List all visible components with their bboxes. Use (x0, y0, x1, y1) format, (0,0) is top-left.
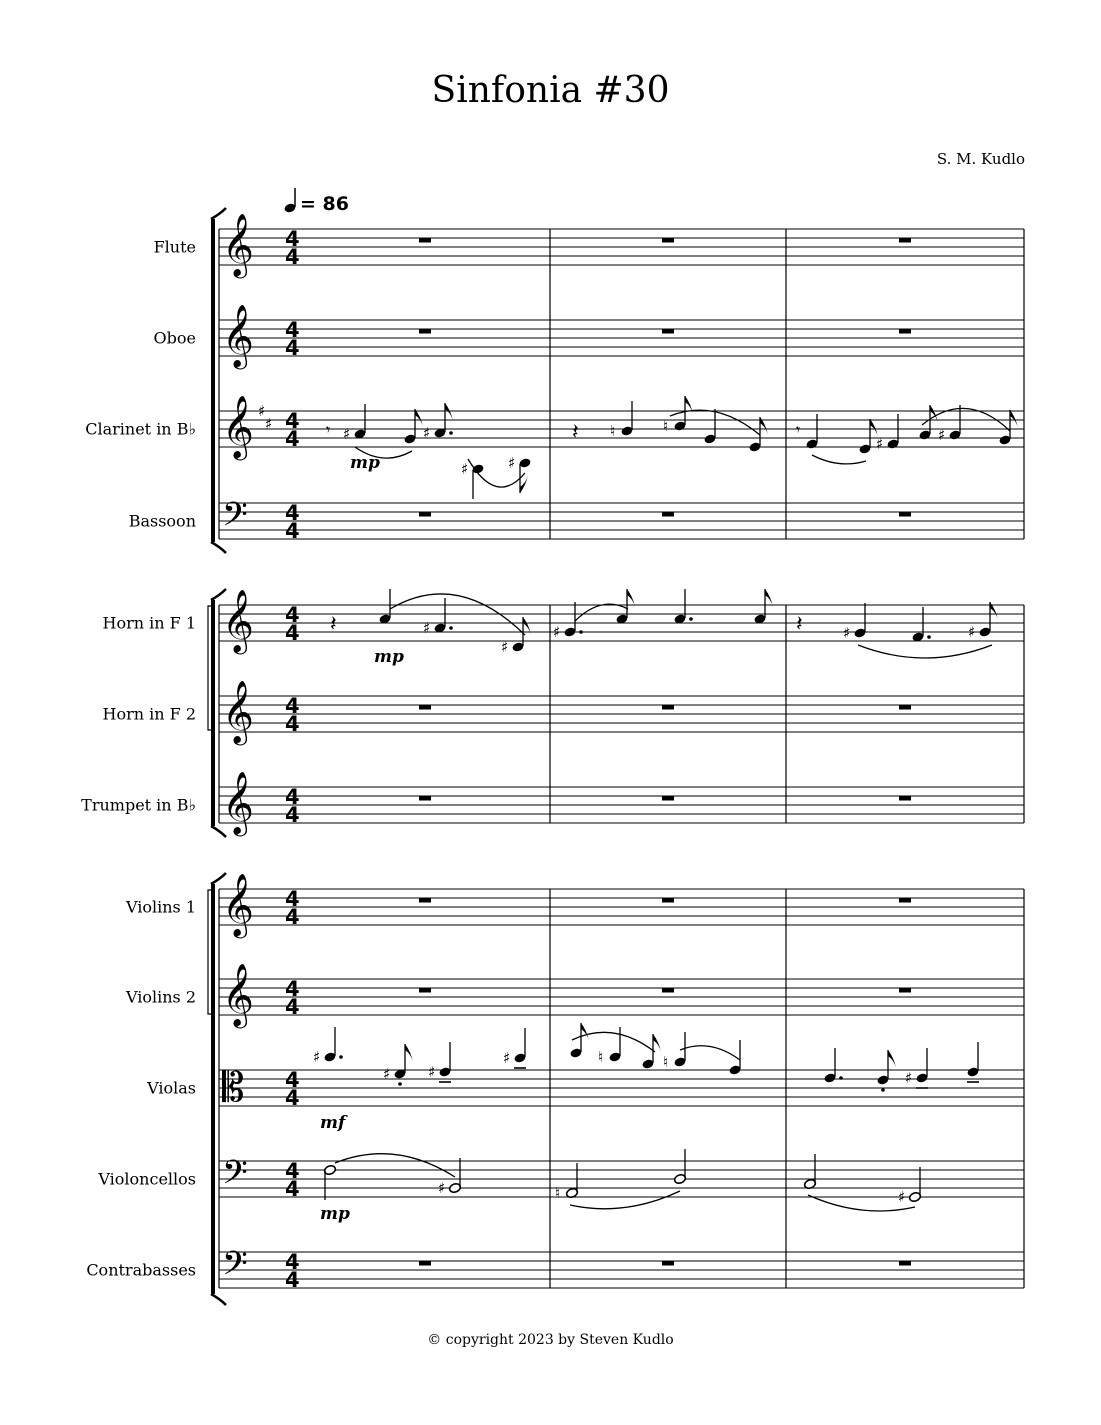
time-signature-top: 4 (285, 1159, 300, 1183)
whole-rest-icon (419, 512, 431, 517)
time-signature-top: 4 (285, 501, 300, 525)
time-signature-bottom: 4 (285, 621, 300, 645)
treble-clef-icon: 𝄞 (222, 873, 254, 936)
treble-clef-icon: 𝄞 (222, 213, 254, 276)
accidental-icon: ♯ (423, 619, 431, 637)
eighth-rest-icon: 𝄾 (796, 420, 801, 439)
accidental-icon: ♯ (508, 454, 516, 472)
instrument-label-clarinet: Clarinet in B♭ (85, 419, 196, 439)
key-sharp-icon: ♯ (258, 402, 266, 420)
time-signature-bottom: 4 (285, 995, 300, 1019)
staff-clarinet (219, 395, 1024, 461)
accidental-icon: ♮ (663, 417, 669, 435)
accidental-icon: ♯ (843, 624, 851, 642)
time-signature-top: 4 (285, 603, 300, 627)
whole-rest-icon (662, 1261, 674, 1266)
time-signature-top: 4 (285, 227, 300, 251)
dynamic-mp-clarinet: mp (350, 453, 380, 473)
time-signature-top: 4 (285, 318, 300, 342)
time-signature-bottom: 4 (285, 905, 300, 929)
whole-rest-icon (899, 796, 911, 801)
whole-rest-icon (662, 705, 674, 710)
treble-clef-icon: 𝄞 (222, 963, 254, 1026)
treble-clef-icon: 𝄞 (222, 589, 254, 652)
whole-rest-icon (899, 1261, 911, 1266)
dynamic-mf-violas: mf (320, 1113, 346, 1133)
time-signature-bottom: 4 (285, 245, 300, 269)
time-signature-top: 4 (285, 887, 300, 911)
whole-rest-icon (899, 898, 911, 903)
dynamic-mp-horn-1: mp (374, 647, 404, 667)
instrument-label-bassoon: Bassoon (128, 511, 196, 531)
time-signature-top: 4 (285, 785, 300, 809)
staff-oboe (219, 304, 1024, 370)
slur (570, 1191, 680, 1209)
instrument-label-contrabasses: Contrabasses (86, 1260, 196, 1280)
whole-rest-icon (899, 512, 911, 517)
accidental-icon: ♯ (438, 1179, 446, 1197)
whole-rest-icon (662, 512, 674, 517)
instrument-label-oboe: Oboe (153, 328, 196, 348)
treble-clef-icon: 𝄞 (222, 680, 254, 743)
accidental-icon: ♯ (501, 638, 509, 656)
bass-clef-icon: 𝄢 (222, 1154, 248, 1200)
whole-rest-icon (899, 238, 911, 243)
slur (812, 455, 866, 464)
accidental-icon: ♯ (428, 1063, 436, 1081)
whole-rest-icon (419, 238, 431, 243)
whole-rest-icon (662, 796, 674, 801)
accidental-icon: ♯ (313, 1048, 321, 1066)
accidental-icon: ♯ (423, 424, 431, 442)
tempo-text: = 86 (300, 193, 349, 215)
instrument-label-violins-1: Violins 1 (125, 897, 196, 917)
accidental-icon: ♯ (938, 426, 946, 444)
instrument-label-horn-1: Horn in F 1 (102, 613, 196, 633)
whole-rest-icon (419, 329, 431, 334)
staff-violas (219, 1065, 1024, 1111)
instrument-label-horn-2: Horn in F 2 (102, 704, 196, 724)
accidental-icon: ♯ (876, 435, 884, 453)
staff-violins-2 (219, 963, 1024, 1029)
treble-clef-icon: 𝄞 (222, 395, 254, 458)
tempo-marking (283, 188, 349, 215)
whole-rest-icon (662, 329, 674, 334)
accidental-icon: ♯ (503, 1049, 511, 1067)
staff-trumpet (219, 771, 1024, 837)
slur (680, 1046, 740, 1060)
quarter-rest-icon: 𝄽 (330, 612, 337, 637)
staff-horn-2 (219, 680, 1024, 746)
treble-clef-icon: 𝄞 (222, 304, 254, 367)
time-signature-bottom: 4 (285, 336, 300, 360)
whole-rest-icon (899, 705, 911, 710)
instrument-label-violins-2: Violins 2 (125, 987, 196, 1007)
accidental-icon: ♯ (968, 623, 976, 641)
whole-rest-icon (419, 705, 431, 710)
bass-clef-icon: 𝄢 (222, 496, 248, 542)
whole-rest-icon (662, 988, 674, 993)
composer-name: S. M. Kudlo (936, 150, 1025, 168)
time-signature-bottom: 4 (285, 712, 300, 736)
time-signature-top: 4 (285, 409, 300, 433)
time-signature-bottom: 4 (285, 1268, 300, 1292)
staff-violins-1 (219, 873, 1024, 939)
instrument-label-flute: Flute (153, 237, 196, 257)
time-signature-bottom: 4 (285, 1086, 300, 1110)
accidental-icon: ♯ (553, 623, 561, 641)
quarter-rest-icon: 𝄽 (572, 420, 579, 445)
staff-bassoon (219, 496, 1024, 543)
time-signature-top: 4 (285, 977, 300, 1001)
time-signature-bottom: 4 (285, 427, 300, 451)
bass-clef-icon: 𝄢 (222, 1245, 248, 1291)
time-signature-top: 4 (285, 1250, 300, 1274)
treble-clef-icon: 𝄞 (222, 771, 254, 834)
key-sharp-icon: ♯ (265, 415, 273, 433)
time-signature-bottom: 4 (285, 1177, 300, 1201)
time-signature-top: 4 (285, 1068, 300, 1092)
instrument-label-trumpet: Trumpet in B♭ (81, 795, 196, 815)
slur (335, 1154, 455, 1177)
accidental-icon: ♯ (343, 425, 351, 443)
accidental-icon: ♯ (461, 460, 469, 478)
whole-rest-icon (662, 898, 674, 903)
dynamic-mp-violoncellos: mp (320, 1204, 350, 1224)
staff-contrabasses (219, 1245, 1024, 1292)
score-title: Sinfonia #30 (431, 70, 670, 111)
accidental-icon: ♮ (663, 1053, 669, 1071)
whole-rest-icon (899, 329, 911, 334)
eighth-rest-icon: 𝄾 (326, 420, 331, 439)
time-signature-top: 4 (285, 694, 300, 718)
whole-rest-icon (419, 796, 431, 801)
staff-flute (219, 213, 1024, 279)
whole-rest-icon (419, 1261, 431, 1266)
whole-rest-icon (419, 988, 431, 993)
whole-rest-icon (662, 238, 674, 243)
whole-rest-icon (899, 988, 911, 993)
accidental-icon: ♮ (610, 422, 616, 440)
accidental-icon: ♮ (598, 1048, 604, 1066)
accidental-icon: ♯ (383, 1065, 391, 1083)
copyright-notice: © copyright 2023 by Steven Kudlo (427, 1332, 674, 1348)
accidental-icon: ♯ (898, 1188, 906, 1206)
slur (858, 645, 992, 658)
quarter-rest-icon: 𝄽 (796, 612, 803, 637)
instrument-label-violas: Violas (147, 1078, 196, 1098)
time-signature-bottom: 4 (285, 803, 300, 827)
time-signature-bottom: 4 (285, 519, 300, 543)
alto-clef-icon: 𝄡 (222, 1065, 245, 1111)
whole-rest-icon (419, 898, 431, 903)
accidental-icon: ♮ (555, 1184, 561, 1202)
instrument-label-violoncellos: Violoncellos (98, 1169, 196, 1189)
slur (572, 1032, 655, 1052)
accidental-icon: ♯ (905, 1069, 913, 1087)
